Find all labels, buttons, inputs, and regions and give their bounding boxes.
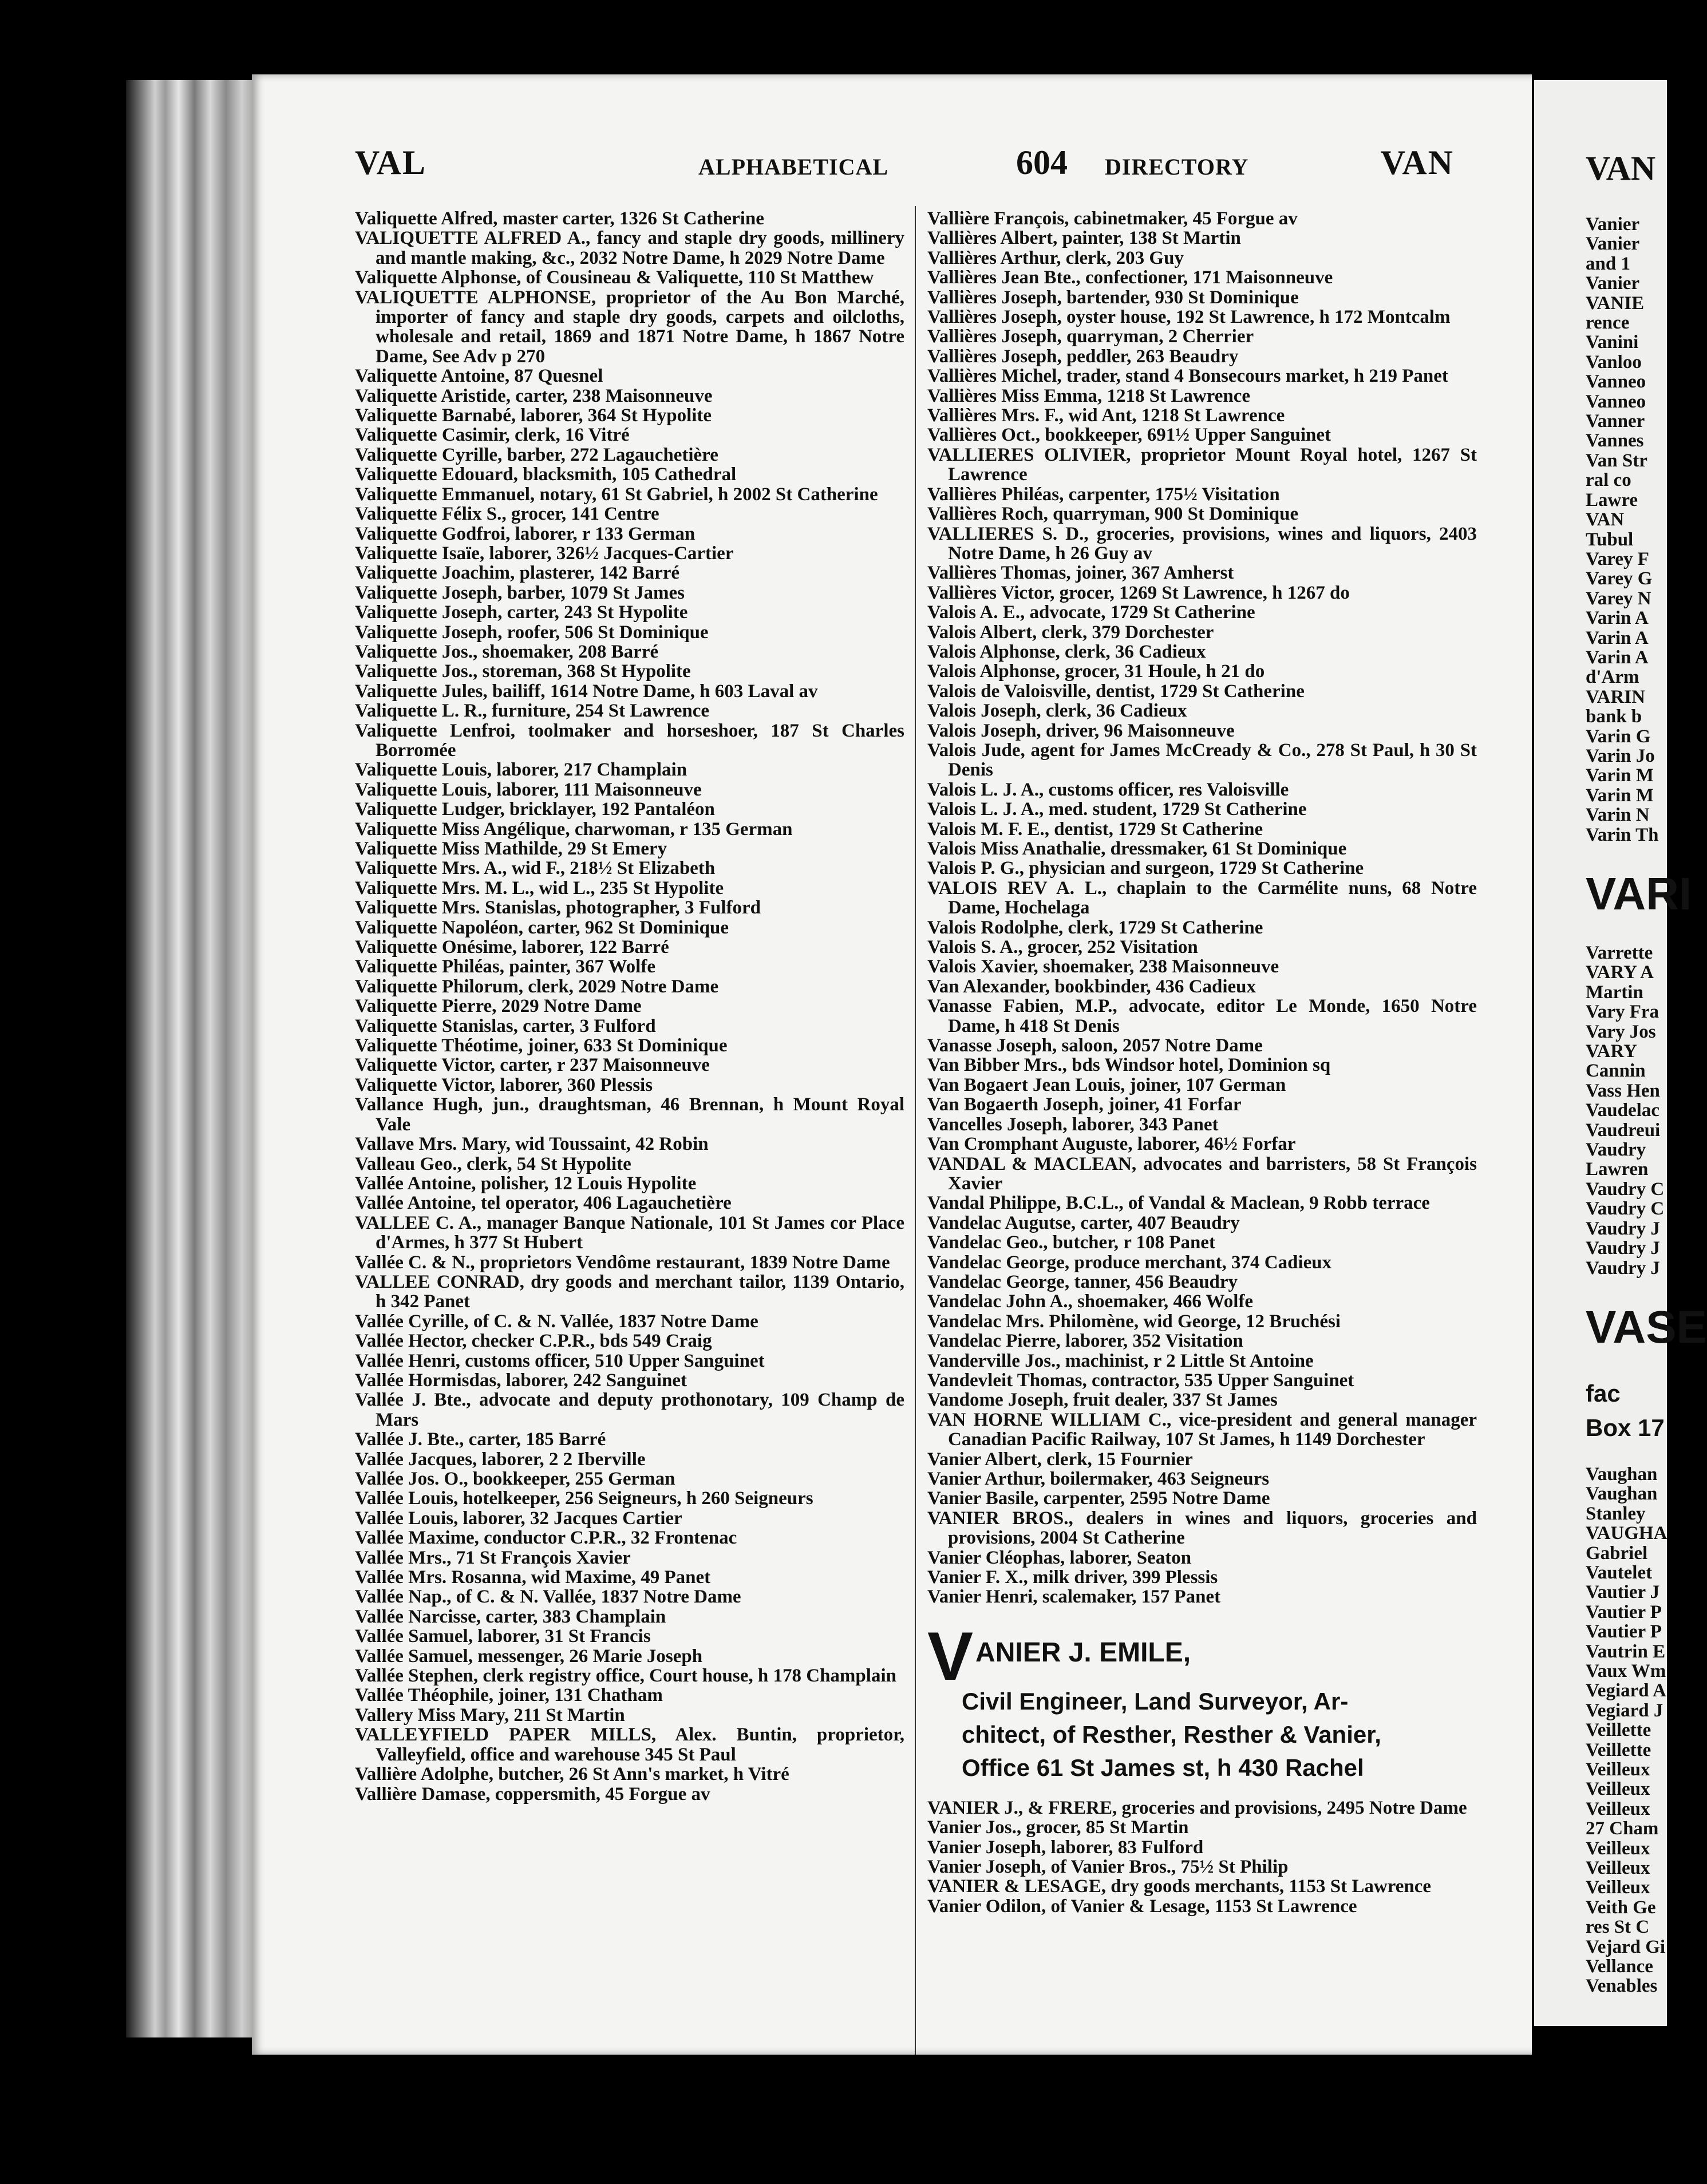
- directory-entry: Vandelac Pierre, laborer, 352 Visitation: [927, 1331, 1243, 1352]
- directory-entry: Vanasse Joseph, saloon, 2057 Notre Dame: [927, 1035, 1263, 1057]
- adjacent-entry-fragment: Lawren: [1586, 1159, 1649, 1180]
- directory-entry: VALLIERES OLIVIER, proprietor Mount Royal hotel, 1267 St Lawrence: [927, 444, 1477, 485]
- directory-entry: Vallières Arthur, clerk, 203 Guy: [927, 247, 1184, 268]
- directory-entry: Vandelac Geo., butcher, r 108 Panet: [927, 1232, 1215, 1253]
- adjacent-fragments-2: [1586, 943, 1707, 1278]
- directory-entry: VALLEYFIELD PAPER MILLS, Alex. Buntin, proprietor, Valleyfield, office and warehouse 345 St Paul: [355, 1724, 904, 1765]
- adjacent-entry-fragment: rence: [1586, 312, 1630, 334]
- directory-entry: VALIQUETTE ALFRED A., fancy and staple dry goods, millinery and mantle making, &c., 2032 Notre Dame, h 2029 Notre Dame: [355, 228, 904, 268]
- adjacent-entry-fragment: VARY A: [1586, 962, 1654, 983]
- adjacent-entry-fragment: Vellance: [1586, 1956, 1653, 1977]
- header-directory-label: DIRECTORY: [1105, 154, 1249, 180]
- directory-entry: Vallée Narcisse, carter, 383 Champlain: [355, 1606, 666, 1627]
- adjacent-entry-fragment: VARIN: [1586, 686, 1645, 707]
- adjacent-entry-fragment: Veilleux: [1586, 1858, 1650, 1879]
- adjacent-entry-fragment: d'Arm: [1586, 667, 1639, 688]
- adjacent-ad-2-line-2: fac: [1586, 1379, 1621, 1407]
- directory-entry: Valois Xavier, shoemaker, 238 Maisonneuve: [927, 956, 1279, 978]
- running-head: [355, 143, 1454, 195]
- directory-entry: Vallée Samuel, messenger, 26 Marie Joseph: [355, 1645, 703, 1667]
- right-column: [927, 209, 1477, 1916]
- directory-entry: Vandevleit Thomas, contractor, 535 Upper Sanguinet: [927, 1370, 1354, 1391]
- adjacent-entry-fragment: Cannin: [1586, 1061, 1646, 1082]
- adjacent-entry-fragment: Gabriel: [1586, 1542, 1648, 1564]
- directory-entry: Vallières Jean Bte., confectioner, 171 Maisonneuve: [927, 267, 1333, 288]
- directory-entry: Vallée J. Bte., carter, 185 Barré: [355, 1429, 606, 1450]
- directory-entry: Valiquette Mrs. M. L., wid L., 235 St Hypolite: [355, 877, 724, 899]
- directory-entry: Valiquette Mrs. Stanislas, photographer, 3 Fulford: [355, 897, 761, 919]
- adjacent-ad-2-line-3: Box 17: [1586, 1414, 1665, 1441]
- directory-entry: Valiquette Stanislas, carter, 3 Fulford: [355, 1015, 656, 1036]
- directory-entry: Valiquette Napoléon, carter, 962 St Dominique: [355, 917, 729, 938]
- directory-entry: Vallée Antoine, tel operator, 406 Lagauchetière: [355, 1193, 732, 1214]
- directory-entry: Vancelles Joseph, laborer, 343 Panet: [927, 1114, 1219, 1135]
- directory-entry: VANIER BROS., dealers in wines and liquors, groceries and provisions, 2004 St Catherine: [927, 1508, 1477, 1549]
- directory-entry: Vandelac Augutse, carter, 407 Beaudry: [927, 1212, 1240, 1233]
- adjacent-entry-fragment: Veilleux: [1586, 1779, 1650, 1800]
- directory-entry: Vanier Albert, clerk, 15 Fournier: [927, 1449, 1193, 1470]
- adjacent-entry-fragment: Vautier J: [1586, 1582, 1660, 1603]
- directory-entry: Vallave Mrs. Mary, wid Toussaint, 42 Robin: [355, 1134, 709, 1155]
- adjacent-entry-fragment: Vaux Wm: [1586, 1660, 1666, 1681]
- directory-entry: Vanier Jos., grocer, 85 St Martin: [927, 1817, 1189, 1838]
- directory-entry: Valiquette Théotime, joiner, 633 St Dominique: [355, 1035, 728, 1057]
- directory-entry: Vandelac Mrs. Philomène, wid George, 12 Bruchési: [927, 1311, 1341, 1332]
- directory-entry: Vallières Thomas, joiner, 367 Amherst: [927, 563, 1234, 584]
- directory-entry: Vallée Stephen, clerk registry office, Court house, h 178 Champlain: [355, 1665, 896, 1687]
- adjacent-entry-fragment: Vautier P: [1586, 1601, 1662, 1623]
- directory-entry: Vallières Roch, quarryman, 900 St Dominique: [927, 504, 1299, 525]
- adjacent-entry-fragment: Vanini: [1586, 332, 1639, 353]
- adjacent-entry-fragment: Vautelet: [1586, 1562, 1653, 1583]
- directory-entry: VALLEE C. A., manager Banque Nationale, 101 St James cor Place d'Armes, h 377 St Hubert: [355, 1212, 904, 1253]
- adjacent-entry-fragment: Tubul: [1586, 529, 1634, 550]
- directory-entry: Van Bibber Mrs., bds Windsor hotel, Dominion sq: [927, 1055, 1331, 1076]
- page-number: 604: [1016, 144, 1068, 181]
- spacer: [1586, 1445, 1707, 1465]
- directory-entry: Valois de Valoisville, dentist, 1729 St Catherine: [927, 680, 1305, 702]
- ad-line-2: Civil Engineer, Land Surveyor, Ar-: [962, 1687, 1349, 1715]
- directory-entry: Vallée Louis, laborer, 32 Jacques Cartier: [355, 1508, 682, 1529]
- directory-entry: VALLIERES S. D., groceries, provisions, wines and liquors, 2403 Notre Dame, h 26 Guy av: [927, 523, 1477, 564]
- directory-entry: Valiquette Barnabé, laborer, 364 St Hypolite: [355, 405, 712, 426]
- header-section-label: ALPHABETICAL: [698, 154, 889, 180]
- directory-entry: Valois Joseph, driver, 96 Maisonneuve: [927, 720, 1235, 741]
- directory-entry: Valois L. J. A., customs officer, res Valoisville: [927, 779, 1289, 800]
- adjacent-ad-1: VARI: [1586, 868, 1692, 919]
- adjacent-entry-fragment: Varrette: [1586, 943, 1653, 963]
- directory-entry: Valois Jude, agent for James McCready & Co., 278 St Paul, h 30 St Denis: [927, 739, 1477, 781]
- directory-entry: Vallée Théophile, joiner, 131 Chatham: [355, 1685, 663, 1706]
- directory-entry: Valiquette Isaïe, laborer, 326½ Jacques-Cartier: [355, 543, 734, 564]
- book-page-edges: [126, 80, 258, 2037]
- directory-entry: Vallée Jacques, laborer, 2 2 Iberville: [355, 1449, 646, 1470]
- adjacent-entry-fragment: Vaughan: [1586, 1463, 1658, 1485]
- directory-entry: Valiquette Alfred, master carter, 1326 St Catherine: [355, 208, 764, 229]
- directory-entry: Valiquette Ludger, bricklayer, 192 Pantaléon: [355, 799, 715, 820]
- adjacent-entry-fragment: 27 Cham: [1586, 1818, 1659, 1839]
- adjacent-entry-fragment: Varin A: [1586, 608, 1649, 629]
- directory-entry: Vallée Jos. O., bookkeeper, 255 German: [355, 1469, 675, 1489]
- directory-entry: Vanier Joseph, of Vanier Bros., 75½ St Philip: [927, 1857, 1289, 1878]
- adjacent-entry-fragment: Vejard Gi: [1586, 1936, 1666, 1957]
- adjacent-entry-fragment: res St C: [1586, 1917, 1650, 1938]
- directory-entry: Vallée Maxime, conductor C.P.R., 32 Frontenac: [355, 1528, 737, 1549]
- directory-entry: Vanderville Jos., machinist, r 2 Little St Antoine: [927, 1350, 1314, 1371]
- directory-entry: Valiquette Philorum, clerk, 2029 Notre Dame: [355, 976, 719, 997]
- adjacent-entry-fragment: Vaudelac: [1586, 1100, 1659, 1121]
- adjacent-entry-fragment: Vary Jos: [1586, 1021, 1656, 1042]
- directory-entry: Valiquette Miss Angélique, charwoman, r 135 German: [355, 818, 793, 840]
- adjacent-entry-fragment: Vegiard A: [1586, 1680, 1666, 1702]
- directory-entry: Vallières Victor, grocer, 1269 St Lawrence, h 1267 do: [927, 582, 1350, 603]
- directory-entry: Valiquette Onésime, laborer, 122 Barré: [355, 937, 669, 958]
- directory-entry: Valiquette Victor, carter, r 237 Maisonneuve: [355, 1055, 710, 1076]
- right-column-entries-after-ad: [927, 1798, 1477, 1916]
- directory-entry: Valiquette Joseph, barber, 1079 St James: [355, 582, 685, 603]
- directory-page: [252, 74, 1534, 2055]
- ad-title: ANIER J. EMILE,: [975, 1637, 1191, 1668]
- directory-entry: Valiquette Louis, laborer, 217 Champlain: [355, 759, 687, 781]
- adjacent-entry-fragment: Veilleux: [1586, 1798, 1650, 1819]
- directory-entry: Vanier F. X., milk driver, 399 Plessis: [927, 1567, 1218, 1588]
- adjacent-fragments-3: [1586, 1465, 1707, 1996]
- adjacent-entry-fragment: Vanneo: [1586, 391, 1646, 412]
- directory-entry: Vanier Joseph, laborer, 83 Fulford: [927, 1837, 1204, 1858]
- ad-initial: V: [927, 1617, 974, 1695]
- directory-entry: Valois M. F. E., dentist, 1729 St Catherine: [927, 818, 1263, 840]
- directory-entry: Vallières Mrs. F., wid Ant, 1218 St Lawrence: [927, 405, 1285, 426]
- directory-entry: Vallières Joseph, quarryman, 2 Cherrier: [927, 326, 1254, 347]
- directory-entry: Valiquette Philéas, painter, 367 Wolfe: [355, 956, 655, 978]
- adjacent-entry-fragment: Veillette: [1586, 1720, 1651, 1741]
- directory-entry: Vallée J. Bte., advocate and deputy prothonotary, 109 Champ de Mars: [355, 1390, 904, 1430]
- adjacent-entry-fragment: Vanier: [1586, 234, 1640, 255]
- directory-entry: Vandelac John A., shoemaker, 466 Wolfe: [927, 1291, 1254, 1312]
- adjacent-entry-fragment: Stanley: [1586, 1503, 1646, 1524]
- directory-entry: Valiquette Joseph, roofer, 506 St Dominique: [355, 622, 709, 643]
- directory-entry: Vandelac George, produce merchant, 374 Cadieux: [927, 1252, 1332, 1273]
- directory-entry: Vallée Antoine, polisher, 12 Louis Hypolite: [355, 1173, 697, 1194]
- right-column-entries: [927, 209, 1477, 1607]
- adjacent-entry-fragment: Vanner: [1586, 411, 1645, 432]
- adjacent-entry-fragment: Varey F: [1586, 548, 1649, 569]
- adjacent-entry-fragment: bank b: [1586, 706, 1642, 727]
- directory-entry: Vallière François, cabinetmaker, 45 Forgue av: [927, 208, 1298, 229]
- directory-entry: Valois Alphonse, grocer, 31 Houle, h 21 do: [927, 661, 1265, 682]
- adjacent-entry-fragment: Vanneo: [1586, 371, 1646, 393]
- directory-entry: Van Cromphant Auguste, laborer, 46½ Forfar: [927, 1134, 1296, 1155]
- directory-entry: Valois P. G., physician and surgeon, 1729 St Catherine: [927, 858, 1364, 879]
- directory-entry: Vanier Arthur, boilermaker, 463 Seigneurs: [927, 1469, 1270, 1489]
- directory-entry: Vanier Odilon, of Vanier & Lesage, 1153 St Lawrence: [927, 1896, 1357, 1917]
- adjacent-entry-fragment: Vaudry J: [1586, 1257, 1660, 1279]
- directory-entry: VAN HORNE WILLIAM C., vice-president and general manager Canadian Pacific Railway, 107 St James, h 1149 Dorchester: [927, 1409, 1477, 1450]
- directory-entry: Vallance Hugh, jun., draughtsman, 46 Brennan, h Mount Royal Vale: [355, 1094, 904, 1135]
- adjacent-entry-fragment: Vaudry: [1586, 1140, 1646, 1161]
- adjacent-entry-fragment: Vaudry C: [1586, 1198, 1665, 1220]
- directory-entry: Valiquette Lenfroi, toolmaker and horseshoer, 187 St Charles Borromée: [355, 720, 904, 761]
- directory-entry: Vanier Henri, scalemaker, 157 Panet: [927, 1586, 1221, 1608]
- adjacent-entry-fragment: Vautrin E: [1586, 1641, 1666, 1662]
- adjacent-entry-fragment: Varin A: [1586, 627, 1649, 648]
- directory-entry: Van Bogaerth Joseph, joiner, 41 Forfar: [927, 1094, 1242, 1115]
- adjacent-entry-fragment: VAUGHA: [1586, 1523, 1668, 1544]
- adjacent-entry-fragment: Vaudry J: [1586, 1218, 1660, 1239]
- directory-entry: Valois Alphonse, clerk, 36 Cadieux: [927, 641, 1206, 662]
- directory-entry: Vallières Miss Emma, 1218 St Lawrence: [927, 385, 1251, 406]
- directory-entry: Valiquette Jules, bailiff, 1614 Notre Dame, h 603 Laval av: [355, 680, 818, 702]
- adjacent-entry-fragment: Varin A: [1586, 647, 1649, 668]
- adjacent-entry-fragment: Vaudry J: [1586, 1238, 1660, 1259]
- adjacent-entry-fragment: Martin: [1586, 982, 1643, 1003]
- adjacent-entry-fragment: Vass Hen: [1586, 1080, 1660, 1101]
- adjacent-entry-fragment: Vautier P: [1586, 1621, 1662, 1643]
- adjacent-entry-fragment: Veith Ge: [1586, 1897, 1656, 1918]
- adjacent-entry-fragment: Venables: [1586, 1976, 1658, 1997]
- adjacent-entry-fragment: Veilleux: [1586, 1759, 1650, 1780]
- directory-entry: VALOIS REV A. L., chaplain to the Carmélite nuns, 68 Notre Dame, Hochelaga: [927, 877, 1477, 919]
- adjacent-fragments-1: [1586, 215, 1707, 845]
- adjacent-entry-fragment: Vegiard J: [1586, 1700, 1663, 1721]
- adjacent-entry-fragment: Vaudreui: [1586, 1119, 1661, 1141]
- directory-entry: Valiquette Alphonse, of Cousineau & Valiquette, 110 St Matthew: [355, 267, 874, 288]
- adjacent-entry-fragment: Lawre: [1586, 489, 1638, 511]
- directory-entry: Valiquette Pierre, 2029 Notre Dame: [355, 996, 642, 1017]
- adjacent-page-fragment: [1534, 80, 1707, 2026]
- header-left-guide-word: VAL: [355, 144, 426, 181]
- adjacent-entry-fragment: Varin G: [1586, 726, 1651, 747]
- adjacent-entry-fragment: Varin Th: [1586, 824, 1659, 845]
- directory-entry: Valiquette Cyrille, barber, 272 Lagauchetière: [355, 444, 718, 465]
- adjacent-entry-fragment: Varin M: [1586, 785, 1654, 806]
- directory-entry: Vandome Joseph, fruit dealer, 337 St James: [927, 1390, 1278, 1411]
- directory-entry: Vallières Joseph, peddler, 263 Beaudry: [927, 346, 1239, 367]
- directory-entry: Valiquette Joachim, plasterer, 142 Barré: [355, 563, 680, 584]
- directory-entry: Valleau Geo., clerk, 54 St Hypolite: [355, 1153, 631, 1174]
- directory-entry: Vallery Miss Mary, 211 St Martin: [355, 1704, 625, 1726]
- directory-entry: Vallières Philéas, carpenter, 175½ Visitation: [927, 484, 1280, 505]
- directory-entry: Valiquette Antoine, 87 Quesnel: [355, 366, 603, 387]
- directory-entry: Valois Miss Anathalie, dressmaker, 61 St Dominique: [927, 838, 1347, 859]
- adjacent-entry-fragment: Varin Jo: [1586, 745, 1655, 766]
- directory-entry: Valiquette Miss Mathilde, 29 St Emery: [355, 838, 667, 859]
- directory-entry: Valois A. E., advocate, 1729 St Catherine: [927, 602, 1255, 623]
- directory-entry: Vallière Adolphe, butcher, 26 St Ann's market, h Vitré: [355, 1764, 789, 1785]
- directory-entry: Valiquette Victor, laborer, 360 Plessis: [355, 1074, 653, 1095]
- column-divider: [915, 206, 916, 2055]
- adjacent-entry-fragment: VARY: [1586, 1041, 1637, 1062]
- directory-entry: Valiquette Edouard, blacksmith, 105 Cathedral: [355, 464, 737, 485]
- directory-entry: Valiquette Félix S., grocer, 141 Centre: [355, 504, 659, 525]
- adjacent-entry-fragment: Vaughan: [1586, 1483, 1658, 1505]
- directory-entry: Van Alexander, bookbinder, 436 Cadieux: [927, 976, 1256, 997]
- adjacent-entry-fragment: VAN: [1586, 509, 1625, 531]
- directory-entry: Vallières Joseph, bartender, 930 St Dominique: [927, 287, 1299, 308]
- directory-entry: Vallée Henri, customs officer, 510 Upper Sanguinet: [355, 1350, 765, 1371]
- advertisement-vanier: [927, 1617, 1477, 1785]
- adjacent-entry-fragment: Vanier: [1586, 273, 1640, 294]
- ad-line-3: chitect, of Resther, Resther & Vanier,: [962, 1720, 1381, 1748]
- directory-entry: Vallée Louis, hotelkeeper, 256 Seigneurs, h 260 Seigneurs: [355, 1488, 813, 1509]
- adjacent-page-column: [1586, 215, 1707, 1996]
- left-column: [355, 209, 904, 1804]
- directory-entry: Valiquette Casimir, clerk, 16 Vitré: [355, 425, 630, 446]
- directory-entry: Valois S. A., grocer, 252 Visitation: [927, 937, 1198, 958]
- adjacent-entry-fragment: Vannes: [1586, 430, 1644, 452]
- adjacent-entry-fragment: Varey G: [1586, 568, 1653, 589]
- adjacent-entry-fragment: Veilleux: [1586, 1877, 1650, 1898]
- directory-entry: Vanasse Fabien, M.P., advocate, editor Le Monde, 1650 Notre Dame, h 418 St Denis: [927, 996, 1477, 1036]
- directory-entry: Valois Albert, clerk, 379 Dorchester: [927, 622, 1214, 643]
- directory-entry: Valiquette Mrs. A., wid F., 218½ St Elizabeth: [355, 858, 716, 879]
- directory-entry: Valiquette Jos., storeman, 368 St Hypolite: [355, 661, 691, 682]
- directory-entry: Vallée Nap., of C. & N. Vallée, 1837 Notre Dame: [355, 1586, 741, 1608]
- directory-entry: Vallée C. & N., proprietors Vendôme restaurant, 1839 Notre Dame: [355, 1252, 890, 1273]
- directory-entry: Valiquette Louis, laborer, 111 Maisonneuve: [355, 779, 702, 800]
- ad-line-4: Office 61 St James st, h 430 Rachel: [962, 1754, 1364, 1781]
- directory-entry: Valiquette Jos., shoemaker, 208 Barré: [355, 641, 659, 662]
- adjacent-entry-fragment: Veilleux: [1586, 1838, 1650, 1859]
- adjacent-entry-fragment: Vaudry C: [1586, 1178, 1665, 1200]
- adjacent-page-header: VAN: [1586, 149, 1656, 187]
- directory-entry: Valiquette Joseph, carter, 243 St Hypolite: [355, 602, 688, 623]
- directory-entry: Vandal Philippe, B.C.L., of Vandal & Maclean, 9 Robb terrace: [927, 1193, 1430, 1214]
- directory-entry: Valois L. J. A., med. student, 1729 St Catherine: [927, 799, 1307, 820]
- directory-entry: Vallée Hormisdas, laborer, 242 Sanguinet: [355, 1370, 687, 1391]
- directory-entry: VALLEE CONRAD, dry goods and merchant tailor, 1139 Ontario, h 342 Panet: [355, 1271, 904, 1312]
- directory-entry: Vandelac George, tanner, 456 Beaudry: [927, 1271, 1238, 1292]
- adjacent-entry-fragment: VANIE: [1586, 292, 1645, 314]
- directory-entry: VALIQUETTE ALPHONSE, proprietor of the Au Bon Marché, importer of fancy and staple dry goods, carpets and oilcloths, wholesale and retail, 1869 and 1871 Notre Dame, h 1867 Notre Dame, See Adv p 270: [355, 287, 904, 367]
- adjacent-entry-fragment: and 1: [1586, 253, 1630, 274]
- adjacent-entry-fragment: Varey N: [1586, 588, 1651, 609]
- directory-entry: Vallée Hector, checker C.P.R., bds 549 Craig: [355, 1331, 712, 1352]
- directory-entry: Vallée Cyrille, of C. & N. Vallée, 1837 Notre Dame: [355, 1311, 758, 1332]
- adjacent-entry-fragment: Veillette: [1586, 1739, 1651, 1760]
- adjacent-entry-fragment: Varin M: [1586, 765, 1654, 786]
- directory-entry: Valois Rodolphe, clerk, 1729 St Catherine: [927, 917, 1263, 938]
- directory-entry: Vallières Joseph, oyster house, 192 St Lawrence, h 172 Montcalm: [927, 307, 1451, 328]
- adjacent-entry-fragment: Van Str: [1586, 450, 1647, 471]
- directory-entry: Valiquette Emmanuel, notary, 61 St Gabriel, h 2002 St Catherine: [355, 484, 878, 505]
- directory-entry: VANIER & LESAGE, dry goods merchants, 1153 St Lawrence: [927, 1876, 1432, 1897]
- directory-entry: Vallée Mrs. Rosanna, wid Maxime, 49 Panet: [355, 1567, 711, 1588]
- directory-entry: Vallières Albert, painter, 138 St Martin: [927, 228, 1241, 249]
- adjacent-entry-fragment: ral co: [1586, 470, 1631, 491]
- directory-entry: Vanier Cléophas, laborer, Seaton: [927, 1547, 1192, 1568]
- directory-entry: Vallières Michel, trader, stand 4 Bonsecours market, h 219 Panet: [927, 366, 1448, 387]
- header-right-guide-word: VAN: [1380, 144, 1454, 181]
- directory-entry: VANDAL & MACLEAN, advocates and barristers, 58 St François Xavier: [927, 1153, 1477, 1194]
- adjacent-entry-fragment: Vary Fra: [1586, 1002, 1659, 1023]
- adjacent-entry-fragment: Varin N: [1586, 805, 1650, 826]
- directory-entry: Van Bogaert Jean Louis, joiner, 107 German: [927, 1074, 1286, 1095]
- directory-entry: Valois Joseph, clerk, 36 Cadieux: [927, 701, 1187, 722]
- directory-entry: Valiquette L. R., furniture, 254 St Lawrence: [355, 701, 710, 722]
- directory-entry: Valiquette Aristide, carter, 238 Maisonneuve: [355, 385, 713, 406]
- directory-entry: Vanier Basile, carpenter, 2595 Notre Dame: [927, 1488, 1270, 1509]
- directory-entry: Valiquette Godfroi, laborer, r 133 German: [355, 523, 696, 544]
- directory-entry: Vallières Oct., bookkeeper, 691½ Upper Sanguinet: [927, 425, 1331, 446]
- adjacent-entry-fragment: Vanier: [1586, 214, 1640, 235]
- directory-entry: Vallée Samuel, laborer, 31 St Francis: [355, 1626, 651, 1647]
- directory-entry: Vallée Mrs., 71 St François Xavier: [355, 1547, 631, 1568]
- directory-entry: Vallière Damase, coppersmith, 45 Forgue av: [355, 1783, 710, 1805]
- adjacent-entry-fragment: Vanloo: [1586, 351, 1642, 373]
- directory-entry: VANIER J., & FRERE, groceries and provisions, 2495 Notre Dame: [927, 1797, 1467, 1818]
- adjacent-ad-2: VASE: [1586, 1301, 1707, 1352]
